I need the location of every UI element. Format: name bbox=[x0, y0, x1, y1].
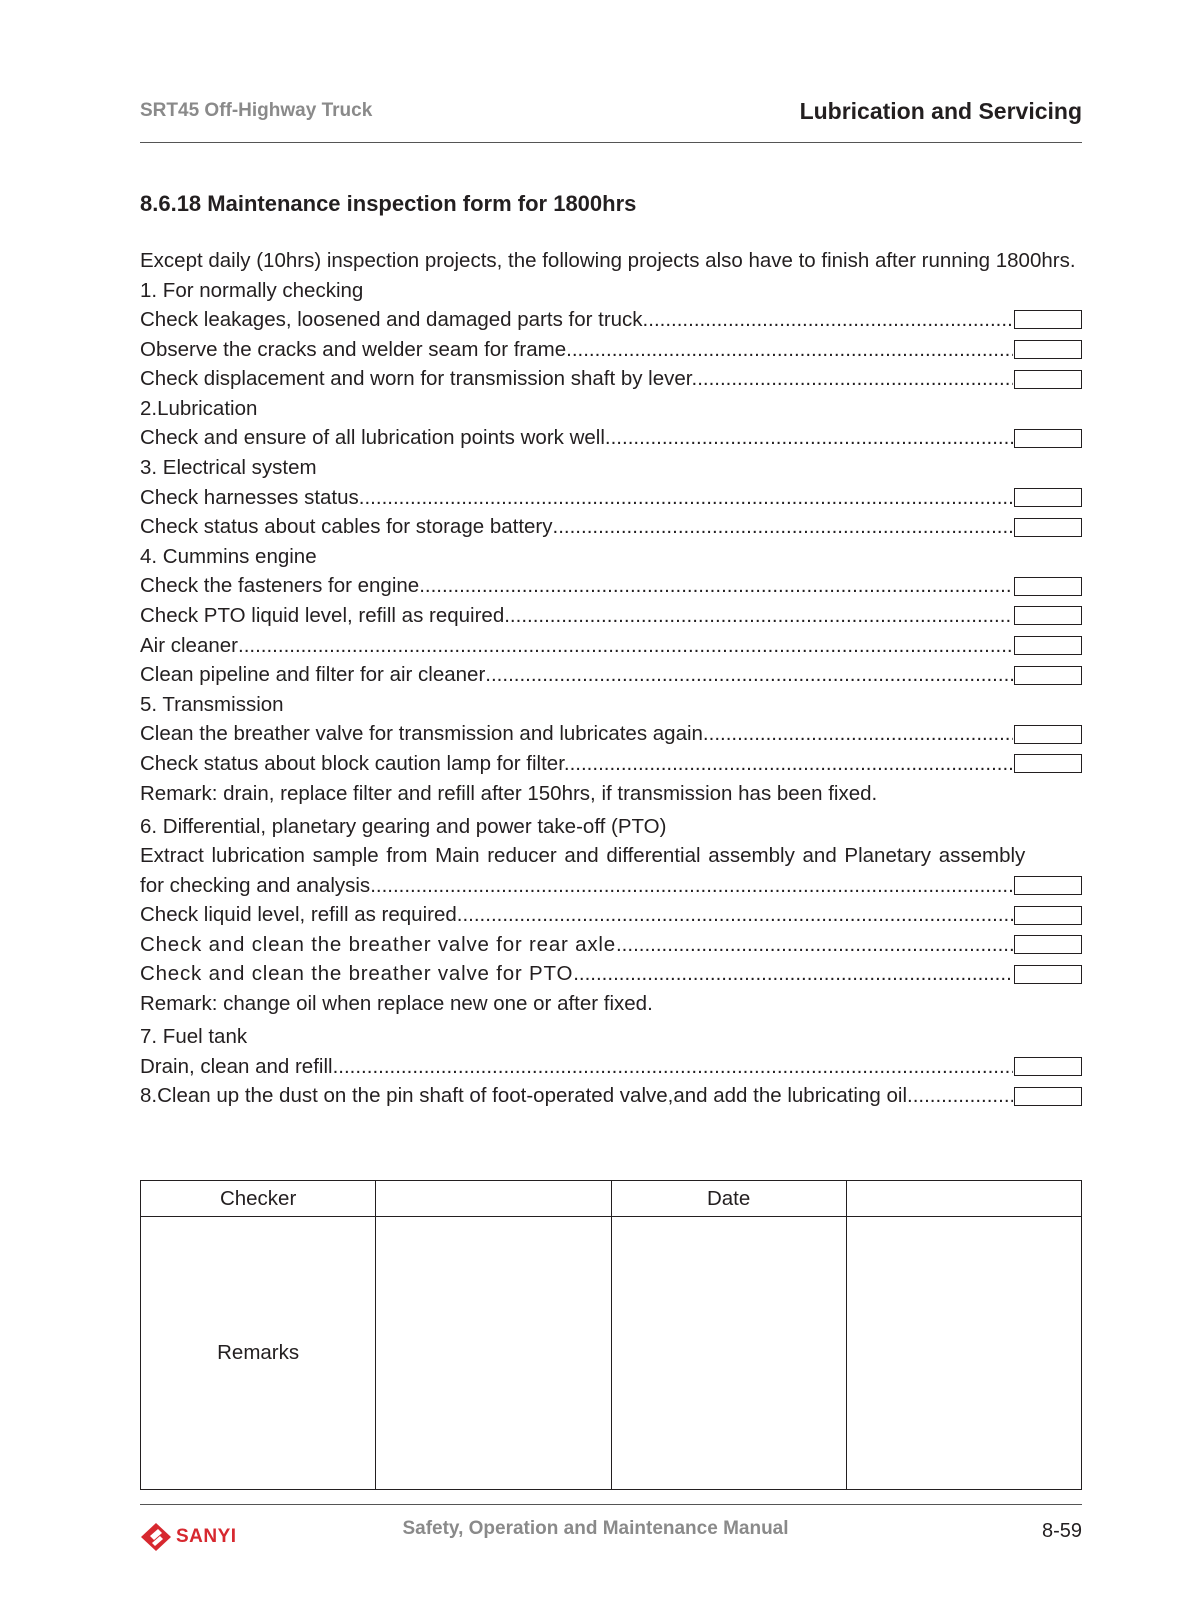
dot-leader bbox=[370, 874, 1013, 898]
document-title: SRT45 Off-Highway Truck bbox=[140, 100, 373, 121]
section-heading: 1. For normally checking bbox=[140, 278, 364, 302]
check-item bbox=[140, 960, 1082, 990]
check-item-label: Check harnesses status. bbox=[140, 485, 365, 509]
dot-leader bbox=[504, 604, 1013, 628]
check-item bbox=[140, 720, 1082, 750]
date-label: Date bbox=[611, 1181, 846, 1217]
page-header bbox=[140, 96, 1082, 143]
remarks-field[interactable] bbox=[846, 1217, 1081, 1490]
date-field[interactable] bbox=[846, 1181, 1081, 1217]
check-box[interactable] bbox=[1014, 577, 1082, 596]
sign-off-table bbox=[140, 1180, 1082, 1490]
section-title: 8.6.18 Maintenance inspection form for 1800hrs bbox=[140, 191, 637, 216]
check-box[interactable] bbox=[1014, 340, 1082, 359]
dot-leader bbox=[566, 338, 1013, 362]
check-item bbox=[140, 1081, 1082, 1111]
check-box[interactable] bbox=[1014, 488, 1082, 507]
check-item bbox=[140, 1052, 1082, 1082]
section-heading: 2.Lubrication bbox=[140, 396, 258, 420]
footer-divider bbox=[140, 1504, 1082, 1505]
check-item bbox=[140, 900, 1082, 930]
remarks-field[interactable] bbox=[376, 1217, 611, 1490]
section-heading: 3. Electrical system bbox=[140, 456, 317, 480]
dot-leader bbox=[616, 933, 1013, 957]
dot-leader bbox=[697, 367, 1013, 391]
checker-field[interactable] bbox=[376, 1181, 611, 1217]
check-item-label: Check and clean the breather valve for rear axle bbox=[140, 932, 616, 956]
chapter-title: Lubrication and Servicing bbox=[799, 98, 1082, 124]
check-item-label: Check displacement and worn for transmission shaft by lever. bbox=[140, 367, 698, 391]
dot-leader bbox=[709, 722, 1013, 746]
check-item-label: Clean pipeline and filter for air cleaner bbox=[140, 663, 486, 687]
dot-leader bbox=[570, 752, 1013, 776]
check-item-label: 8.Clean up the dust on the pin shaft of foot-operated valve,and add the lubricating oil bbox=[140, 1084, 907, 1108]
dot-leader bbox=[605, 426, 1013, 450]
inspection-list bbox=[140, 246, 1082, 1111]
remark-text: Remark: drain, replace filter and refill after 150hrs, if transmission has been fixed. bbox=[140, 781, 878, 805]
dot-leader bbox=[238, 634, 1013, 658]
dot-leader bbox=[364, 486, 1013, 510]
check-item-label: Observe the cracks and welder seam for frame bbox=[140, 337, 567, 361]
dot-leader bbox=[457, 903, 1013, 927]
check-box[interactable] bbox=[1014, 876, 1082, 895]
dot-leader bbox=[907, 1084, 1013, 1108]
check-box[interactable] bbox=[1014, 935, 1082, 954]
check-item-label: Check status about cables for storage battery bbox=[140, 515, 553, 539]
remarks-label: Remarks bbox=[141, 1217, 376, 1490]
check-box[interactable] bbox=[1014, 370, 1082, 389]
check-box[interactable] bbox=[1014, 606, 1082, 625]
dot-leader bbox=[419, 574, 1013, 598]
check-item-label: Check and ensure of all lubrication points work well bbox=[140, 426, 605, 450]
section-heading: 5. Transmission bbox=[140, 692, 284, 716]
check-item-label: Air cleaner bbox=[140, 633, 238, 657]
check-item bbox=[140, 305, 1082, 335]
check-item bbox=[140, 364, 1082, 394]
check-box[interactable] bbox=[1014, 906, 1082, 925]
check-item-label: Check status about block caution lamp for filter. bbox=[140, 751, 570, 775]
check-box[interactable] bbox=[1014, 1087, 1082, 1106]
check-box[interactable] bbox=[1014, 1057, 1082, 1076]
check-item bbox=[140, 483, 1082, 513]
remarks-field[interactable] bbox=[611, 1217, 846, 1490]
section-lead-text: Extract lubrication sample from Main reducer and differential assembly and Planetary assembly bbox=[140, 844, 1026, 868]
dot-leader bbox=[485, 663, 1013, 687]
check-item-label: Check the fasteners for engine bbox=[140, 574, 420, 598]
check-item-label: Check liquid level, refill as required bbox=[140, 903, 457, 927]
check-box[interactable] bbox=[1014, 725, 1082, 744]
check-item bbox=[140, 660, 1082, 690]
logo-text: SANYI bbox=[176, 1526, 237, 1547]
check-item bbox=[140, 601, 1082, 631]
check-item-label: Check and clean the breather valve for PTO bbox=[140, 962, 574, 986]
check-item bbox=[140, 930, 1082, 960]
manual-title: Safety, Operation and Maintenance Manual bbox=[402, 1518, 789, 1539]
intro-paragraph: Except daily (10hrs) inspection projects, the following projects also have to finish after running 1800hrs. bbox=[140, 249, 1076, 272]
check-box[interactable] bbox=[1014, 636, 1082, 655]
section-heading: 4. Cummins engine bbox=[140, 544, 317, 568]
check-item-label: Check PTO liquid level, refill as required bbox=[140, 603, 505, 627]
checker-label: Checker bbox=[141, 1181, 376, 1217]
check-item bbox=[140, 749, 1082, 779]
check-box[interactable] bbox=[1014, 518, 1082, 537]
check-item bbox=[140, 871, 1082, 901]
check-item bbox=[140, 512, 1082, 542]
check-box[interactable] bbox=[1014, 310, 1082, 329]
remark-text: Remark: change oil when replace new one or after fixed. bbox=[140, 992, 653, 1016]
page-number: 8-59 bbox=[1041, 1520, 1082, 1542]
dot-leader bbox=[553, 515, 1013, 539]
dot-leader bbox=[648, 308, 1013, 332]
check-item bbox=[140, 631, 1082, 661]
check-item bbox=[140, 424, 1082, 454]
check-item bbox=[140, 335, 1082, 365]
check-item-label: Clean the breather valve for transmission and lubricates again. bbox=[140, 722, 709, 746]
check-item bbox=[140, 572, 1082, 602]
check-item-label: Check leakages, loosened and damaged parts for truck. bbox=[140, 307, 649, 331]
check-item-label: for checking and analysis bbox=[140, 873, 371, 897]
section-heading: 7. Fuel tank bbox=[140, 1025, 248, 1049]
check-item-label: Drain, clean and refill bbox=[140, 1054, 333, 1078]
check-box[interactable] bbox=[1014, 429, 1082, 448]
section-heading: 6. Differential, planetary gearing and power take-off (PTO) bbox=[140, 814, 667, 838]
check-box[interactable] bbox=[1014, 754, 1082, 773]
dot-leader bbox=[573, 962, 1013, 986]
check-box[interactable] bbox=[1014, 666, 1082, 685]
dot-leader bbox=[333, 1055, 1013, 1079]
check-box[interactable] bbox=[1014, 965, 1082, 984]
